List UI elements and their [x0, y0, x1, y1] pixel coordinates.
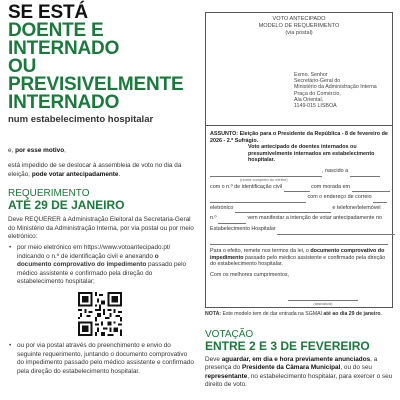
form-title: VOTO ANTECIPADO MODELO DE REQUERIMENTO (via postal) — [258, 16, 340, 36]
form-row-address[interactable]: com o endereço de correio — [210, 192, 388, 203]
form-row-name[interactable]: , nascido a — [210, 166, 388, 177]
votacao-heading: VOTAÇÃO — [205, 329, 254, 340]
heading-line1: SE ESTÁ — [8, 2, 88, 23]
heading-line4: INTERNADO — [8, 92, 120, 113]
requerimento-date: ATÉ 29 DE JANEIRO — [8, 198, 125, 213]
requerimento-heading: REQUERIMENTO — [8, 188, 90, 200]
intro-paragraph-2: está impedido de se deslocar à assembleia de voto no dia da eleição, pode votar antecipadamente. — [8, 162, 182, 178]
form-name-hint: (nome completo do eleitor) — [240, 176, 288, 182]
left-column — [8, 4, 194, 376]
form-row-blank[interactable] — [210, 235, 388, 246]
bullet-electronic: • por meio eletrónico em https://www.votoantecipado.pt/ indicando o n.º de identificação civil e anexando o documento comprovativo do impedimento passado pelo médico assistente e confirmado pela direção do estabelecimento hospitalar; — [8, 244, 194, 286]
votacao-date: ENTRE 2 E 3 DE FEVEREIRO — [205, 339, 370, 353]
requerimento-section — [8, 189, 194, 376]
form-address: Exmo. Senhor Secretário-Geral do Ministério da Administração Interna Praça do Comércio, Ala Oriental, 1149-015 LISBOA — [294, 72, 377, 110]
nota: NOTA: Este modelo tem de dar entrada na SGMAI até ao dia 29 de janeiro. — [205, 311, 382, 317]
qr-code-icon[interactable] — [78, 292, 122, 336]
intro-paragraph-1: e, por esse motivo, — [8, 147, 66, 154]
form-row-intent[interactable]: n.º vem manifestar a intenção de votar antecipadamente no — [210, 213, 388, 224]
heading-line2: DOENTE E INTERNADO — [8, 20, 120, 59]
form-para: Para o efeito, remete nos termos da lei, o documento comprovativo do impedimento passado pelo médico assistente e confirmado pela direção do estabelecimento hospitalar. — [210, 248, 386, 268]
bullet-postal: • ou por via postal através do preenchimento e envio do seguinte requerimento, juntando o documento comprovativo do impedimento passado pelo médico assistente e confirmado pela direção do estabelecimento hospitalar. — [8, 342, 194, 376]
form-signature[interactable]: (assinatura) — [288, 300, 358, 306]
heading-subtitle: num estabelecimento hospitalar — [8, 114, 154, 125]
heading-line3: OU PREVISIVELMENTE — [8, 56, 184, 95]
form-body — [206, 125, 392, 308]
form-closing: Com os melhores cumprimentos, — [210, 271, 290, 278]
requerimento-form — [205, 12, 393, 308]
form-row-hospital[interactable]: Estabelecimento Hospitalar — [210, 224, 388, 235]
form-row-id[interactable]: com o n.º de identificação civil com morada em — [210, 182, 388, 193]
votacao-text: Deve aguardar, em dia e hora previamente anunciados, a presença do Presidente da Câmara Municipal, ou do seu representante, no estabelecimento hospitalar, para exercer o seu direito de voto. — [205, 356, 393, 389]
requerimento-text: Deve REQUERER à Administração Eleitoral da Secretaria-Geral do Ministério da Administração Interna, por via postal ou por meio eletrónico: — [8, 216, 194, 241]
form-assunto: ASSUNTO: Eleição para o Presidente da República - 8 de fevereiro de 2026 - 2.º Sufrágio. — [210, 131, 388, 144]
form-assunto-2: Voto antecipado de doentes internados ou presumivelmente internados em estabelecimento hospitalar. — [248, 144, 375, 164]
votacao-section — [205, 330, 395, 390]
form-row-email[interactable]: eletrónico e telefone/telemóvel — [210, 203, 388, 214]
